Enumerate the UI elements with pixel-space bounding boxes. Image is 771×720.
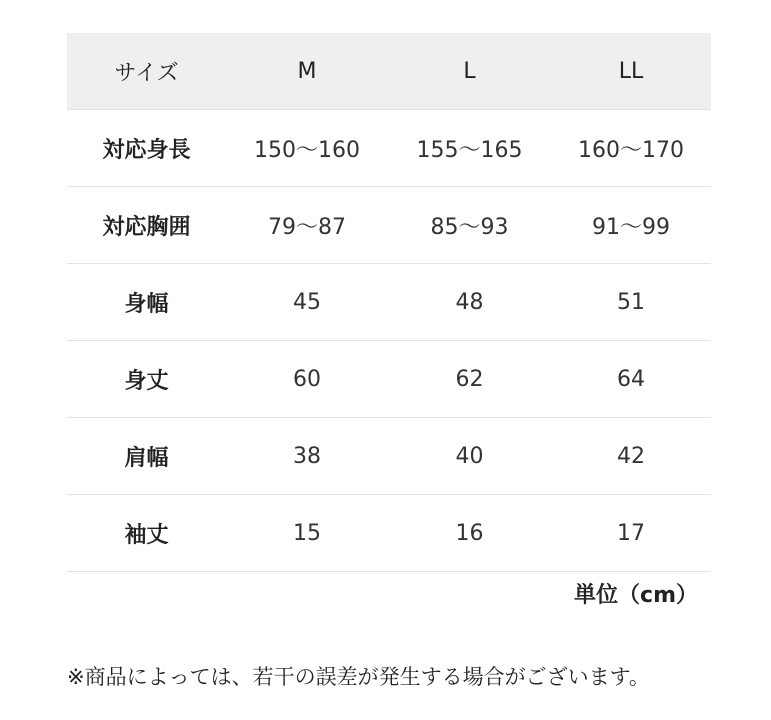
size-header-m: M [226, 33, 388, 110]
table-cell: 85〜93 [388, 187, 551, 264]
row-label-shoulder-width: 肩幅 [67, 418, 226, 495]
size-header-l: L [388, 33, 551, 110]
table-row [67, 110, 711, 187]
table-cell: 48 [388, 264, 551, 341]
table-cell: 45 [226, 264, 388, 341]
size-header-row [67, 33, 711, 110]
row-label-sleeve-length: 袖丈 [67, 495, 226, 572]
table-cell: 38 [226, 418, 388, 495]
table-cell: 64 [551, 341, 711, 418]
table-cell: 60 [226, 341, 388, 418]
table-cell: 42 [551, 418, 711, 495]
table-cell: 15 [226, 495, 388, 572]
size-chart-table [67, 33, 711, 572]
table-cell: 17 [551, 495, 711, 572]
table-cell: 160〜170 [551, 110, 711, 187]
table-cell: 51 [551, 264, 711, 341]
table-cell: 62 [388, 341, 551, 418]
table-cell: 40 [388, 418, 551, 495]
table-row [67, 495, 711, 572]
table-cell: 16 [388, 495, 551, 572]
row-label-height: 対応身長 [67, 110, 226, 187]
table-row [67, 418, 711, 495]
table-cell: 91〜99 [551, 187, 711, 264]
table-row [67, 264, 711, 341]
table-row [67, 187, 711, 264]
row-label-chest: 対応胸囲 [67, 187, 226, 264]
size-header-ll: LL [551, 33, 711, 110]
table-cell: 150〜160 [226, 110, 388, 187]
disclaimer-note: ※商品によっては、若干の誤差が発生する場合がございます。 [67, 665, 650, 689]
row-label-body-width: 身幅 [67, 264, 226, 341]
unit-note: 単位（cm） [574, 583, 698, 608]
table-cell: 79〜87 [226, 187, 388, 264]
row-label-body-length: 身丈 [67, 341, 226, 418]
table-cell: 155〜165 [388, 110, 551, 187]
table-row [67, 341, 711, 418]
size-header-label: サイズ [67, 33, 226, 110]
